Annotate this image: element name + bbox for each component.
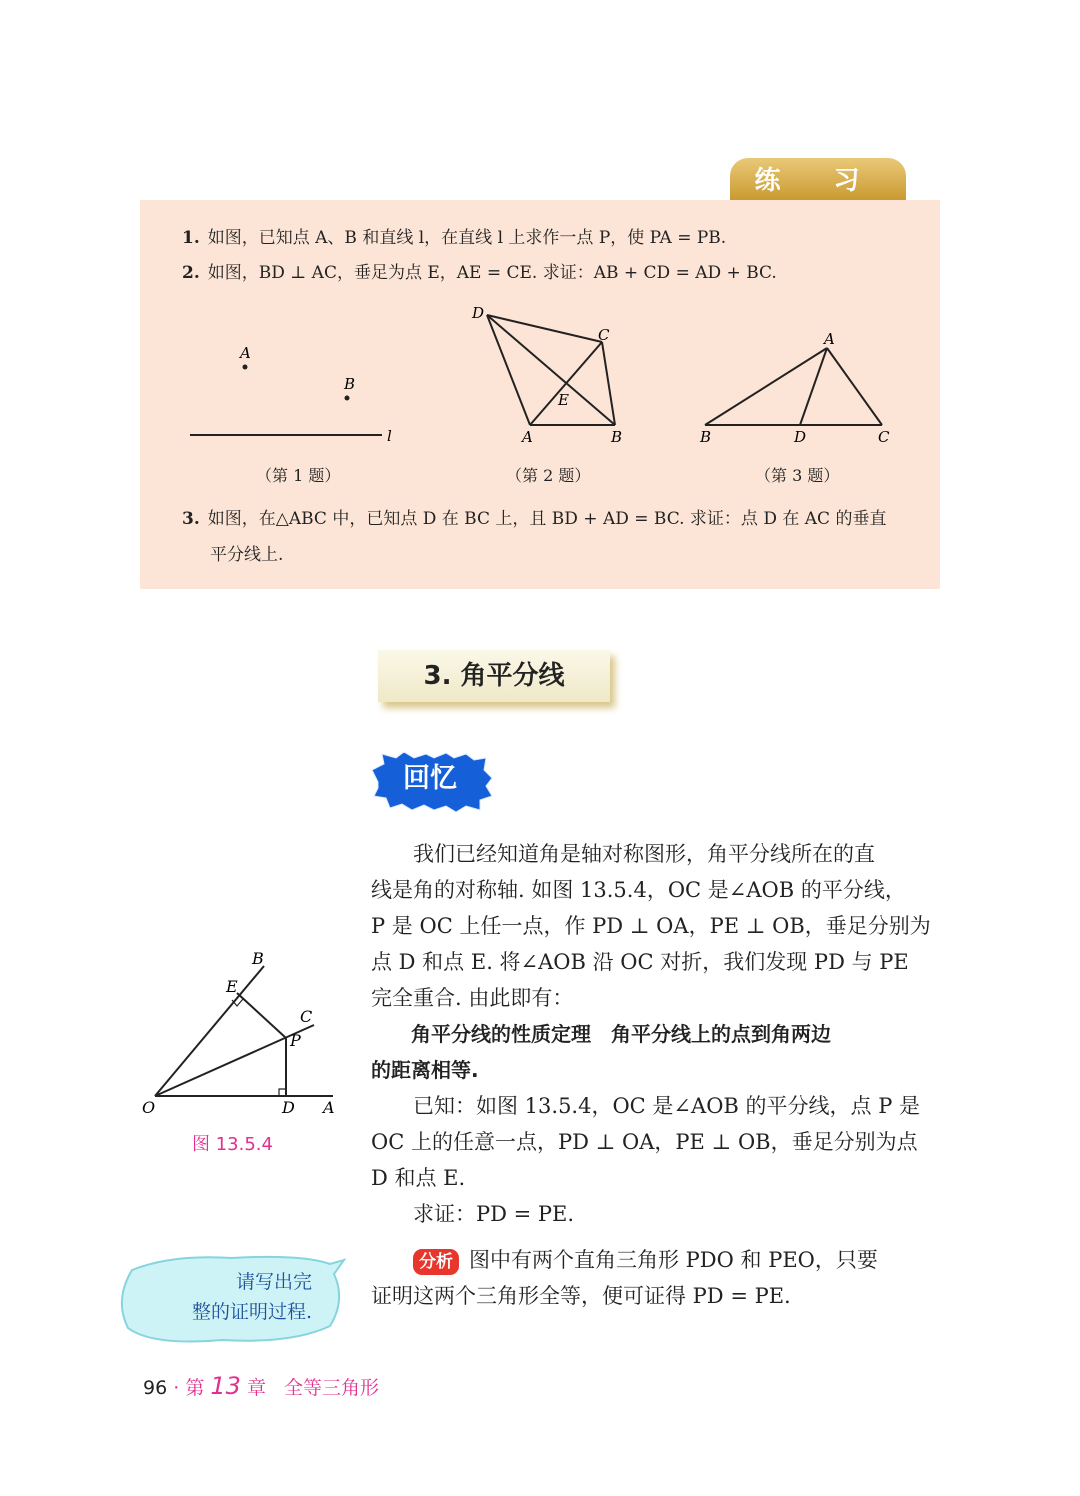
page-number: 96 [143, 1377, 168, 1399]
fig3-triangle [705, 348, 882, 425]
figure-13-5-4 [0, 0, 400, 1130]
sidenote-line-1: 请写出完 [235, 1271, 312, 1293]
q3-number: 3. [182, 509, 200, 529]
exercise-tab: 练 习 [730, 158, 906, 202]
intro-paragraph [371, 836, 941, 1232]
page-footer [143, 1372, 379, 1400]
fig2-label-c: C [598, 326, 610, 344]
given-line-3: D 和点 E. [371, 1166, 466, 1190]
sidenote-text [152, 1267, 312, 1327]
fig2-caption: （第 2 题） [506, 466, 591, 485]
fig2-label-b: B [611, 428, 623, 446]
analysis-text-1: 图中有两个直角三角形 PDO 和 PEO，只要 [469, 1248, 878, 1272]
label-p: P [290, 1031, 301, 1050]
theorem-line-2: 的距离相等. [371, 1058, 479, 1082]
analysis-line-1 [371, 1242, 941, 1278]
fig3-caption: （第 3 题） [755, 466, 840, 485]
label-b: B [252, 949, 264, 968]
given-line-2: OC 上的任意一点，PD ⊥ OA，PE ⊥ OB，垂足分别为点 [371, 1130, 918, 1154]
intro-line-1: 我们已经知道角是轴对称图形，角平分线所在的直 [371, 842, 875, 866]
intro-line-4: 点 D 和点 E. 将∠AOB 沿 OC 对折，我们发现 PD 与 PE [371, 950, 909, 974]
fig2-label-e: E [558, 391, 569, 409]
fig3-label-b: B [700, 428, 712, 446]
ray-ob [155, 966, 264, 1096]
fig2-quadrilateral [487, 315, 615, 425]
intro-line-5: 完全重合. 由此即有： [371, 986, 574, 1010]
fig3-label-c: C [878, 428, 890, 446]
intro-line-2: 线是角的对称轴. 如图 13.5.4，OC 是∠AOB 的平分线， [371, 878, 906, 902]
prove-line: 求证：PD = PE. [371, 1202, 575, 1226]
sidenote-line-2: 整的证明过程. [191, 1301, 312, 1323]
label-e: E [226, 977, 238, 996]
fig1-caption: （第 1 题） [256, 466, 341, 485]
footer-separator: · [173, 1377, 180, 1399]
theorem-line-1: 角平分线的性质定理 角平分线上的点到角两边 [371, 1022, 831, 1046]
fig2-label-a: A [522, 428, 533, 446]
q2-text: 如图，BD ⊥ AC，垂足为点 E，AE = CE. 求证：AB + CD = AD + BC. [207, 263, 777, 283]
fig1-label-a: A [240, 344, 251, 362]
label-d: D [282, 1098, 295, 1117]
analysis-line-2: 证明这两个三角形全等，便可证得 PD = PE. [371, 1284, 791, 1308]
section-title: 3. 角平分线 [378, 650, 610, 702]
q3-text-line1: 如图，在△ABC 中，已知点 D 在 BC 上，且 BD + AD = BC. 求证：点 D 在 AC 的垂直 [207, 509, 887, 529]
label-a: A [323, 1098, 335, 1117]
fig3-label-a: A [824, 330, 835, 348]
chapter-prefix: 第 [185, 1377, 205, 1399]
chapter-title: 全等三角形 [284, 1377, 380, 1399]
segment-pe [237, 993, 286, 1038]
recall-label: 回忆 [403, 763, 457, 794]
fig1-label-l: l [387, 427, 392, 445]
q2-number: 2. [182, 263, 200, 283]
figure-caption: 图 13.5.4 [192, 1134, 273, 1155]
fig2-label-d: D [472, 304, 485, 322]
q3-text-line2: 平分线上. [210, 545, 284, 565]
label-c: C [300, 1007, 313, 1026]
chapter-number: 13 [210, 1372, 241, 1400]
analysis-badge: 分析 [413, 1249, 459, 1275]
analysis-paragraph [371, 1242, 941, 1314]
fig3-label-d: D [794, 428, 807, 446]
label-o: O [142, 1098, 156, 1117]
chapter-suffix: 章 [246, 1377, 266, 1399]
q1-number: 1. [182, 228, 200, 248]
intro-line-3: P 是 OC 上任一点，作 PD ⊥ OA，PE ⊥ OB，垂足分别为 [371, 914, 931, 938]
given-line-1: 已知：如图 13.5.4，OC 是∠AOB 的平分线，点 P 是 [371, 1094, 920, 1118]
q1-text: 如图，已知点 A、B 和直线 l，在直线 l 上求作一点 P，使 PA = PB. [207, 228, 727, 248]
fig1-label-b: B [344, 375, 356, 393]
